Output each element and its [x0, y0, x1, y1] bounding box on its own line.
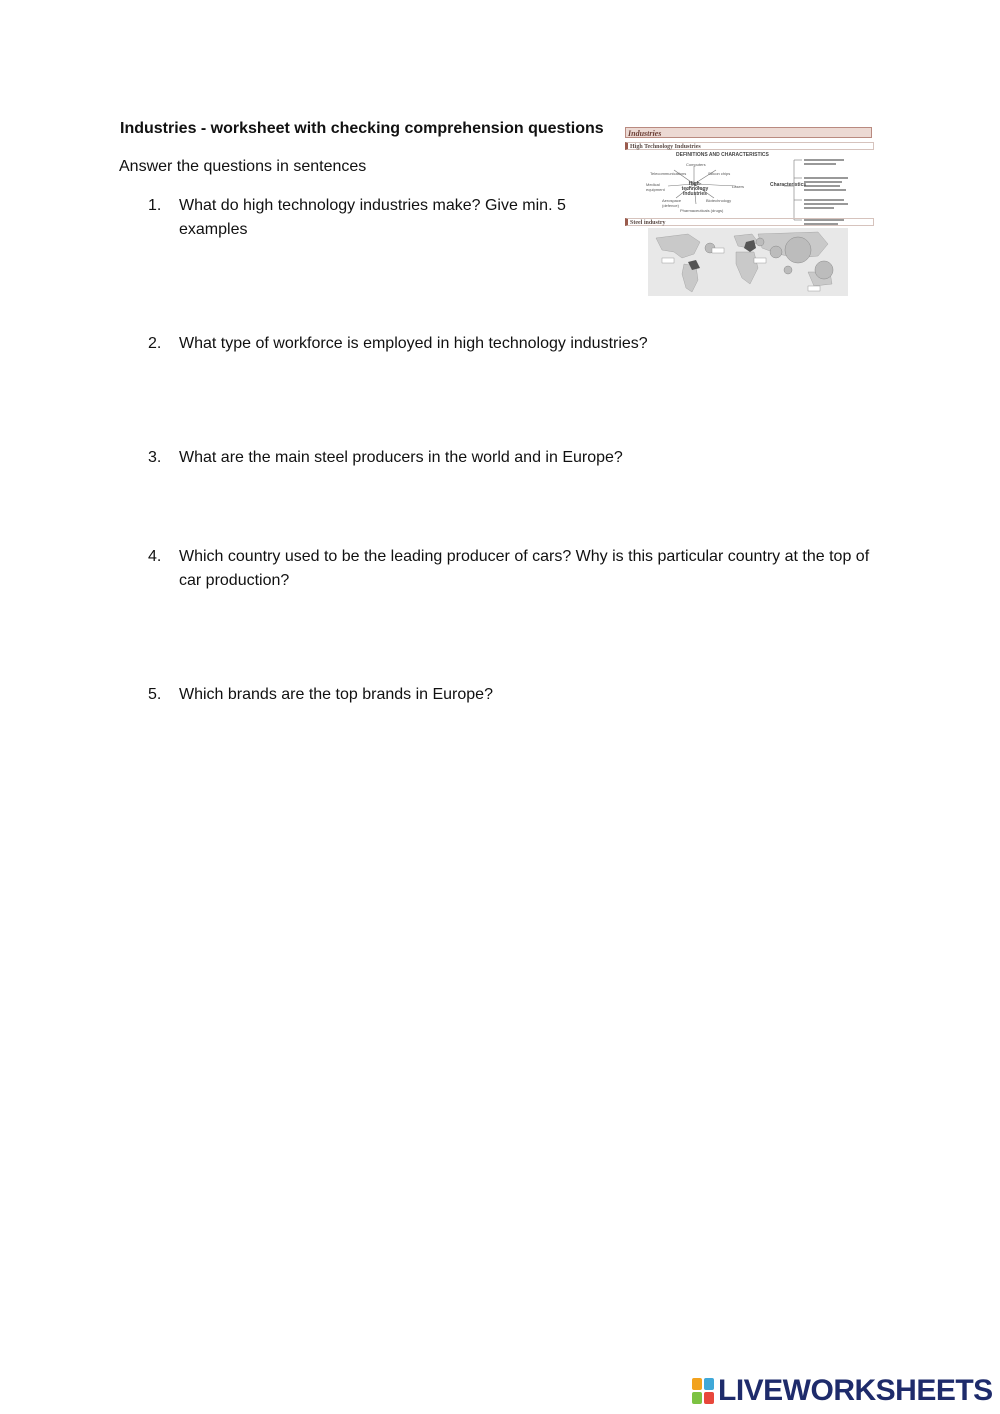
- instructions: Answer the questions in sentences: [119, 158, 367, 175]
- question-text: Which country used to be the leading producer of cars? Why is this particular country at the top of car production?: [179, 548, 870, 589]
- question-3: [148, 446, 888, 470]
- branch-label: Computers: [686, 162, 706, 167]
- diagram-heading: DEFINITIONS AND CHARACTERISTICS: [676, 152, 769, 158]
- question-number: 3.: [148, 449, 162, 466]
- question-number: 5.: [148, 686, 162, 703]
- question-number: 2.: [148, 335, 162, 352]
- branch-label: Medical equipment: [646, 182, 665, 192]
- liveworksheets-logo: [692, 1375, 993, 1407]
- thumbnail-header: Industries: [625, 127, 872, 138]
- thumbnail-section-high-tech: High Technology Industries: [625, 142, 874, 150]
- question-2: [148, 332, 888, 356]
- question-text: Which brands are the top brands in Europe?: [179, 686, 493, 703]
- question-text: What are the main steel producers in the world and in Europe?: [179, 449, 623, 466]
- question-text: What type of workforce is employed in high technology industries?: [179, 335, 648, 352]
- thumbnail-section-steel: Steel industry: [625, 218, 874, 226]
- branch-label: Biotechnology: [706, 198, 732, 203]
- steel-world-map: [648, 228, 848, 296]
- question-1: [148, 194, 608, 242]
- question-text: What do high technology industries make? Give min. 5 examples: [179, 197, 566, 238]
- branch-label: Aerospace (defence): [662, 198, 682, 208]
- branch-label: Silicon chips: [708, 171, 731, 176]
- characteristics-label: Characteristics: [770, 182, 807, 188]
- branch-label: Lasers: [732, 184, 745, 189]
- textbook-thumbnail: [624, 126, 876, 298]
- question-5: [148, 683, 888, 707]
- branch-label: Pharmaceuticals (drugs): [680, 208, 724, 213]
- worksheet-title: Industries - worksheet with checking comprehension questions: [120, 120, 604, 137]
- logo-text: LIVEWORKSHEETS: [718, 1374, 993, 1407]
- branch-label: Telecommunications: [650, 171, 687, 176]
- center-label: High-technology industries: [681, 181, 709, 197]
- question-number: 4.: [148, 548, 162, 565]
- question-number: 1.: [148, 197, 162, 214]
- question-4: [148, 545, 888, 593]
- logo-mark-icon: [692, 1378, 714, 1404]
